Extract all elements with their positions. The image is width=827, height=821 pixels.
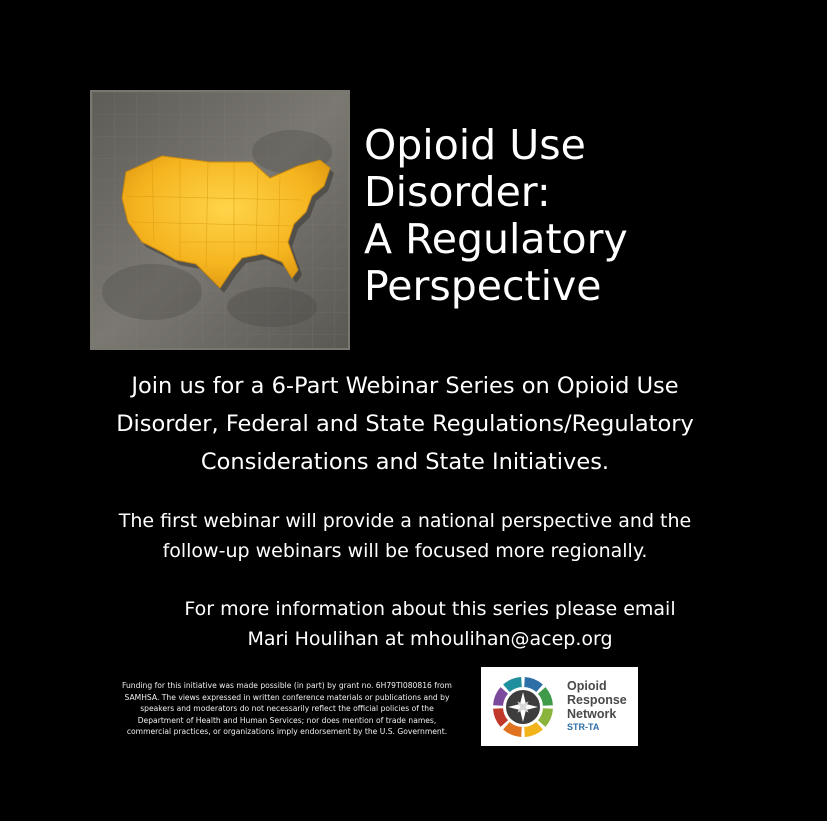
disclaimer-line-1: Funding for this initiative was made possible (in part) by grant no. 6H79TI080816 from	[122, 681, 452, 690]
disclaimer-line-2: SAMHSA. The views expressed in written conference materials or publications and by	[124, 692, 450, 702]
title-line-3: A Regulatory	[364, 215, 628, 263]
ring-segment	[524, 677, 543, 692]
title-line-4: Perspective	[364, 262, 602, 310]
series-intro	[60, 367, 750, 481]
logo-line-1: Opioid	[567, 679, 607, 693]
ring-segment	[493, 687, 508, 706]
disclaimer-line-4: Department of Health and Human Services; nor does mention of trade names,	[137, 715, 437, 725]
ring-segment	[524, 722, 543, 737]
ring-segment	[493, 708, 508, 727]
ring-segment	[503, 677, 522, 692]
disclaimer-line-3: speakers and moderators do not necessarily reflect the official policies of the	[140, 704, 434, 713]
intro-line-3: Considerations and State Initiatives.	[200, 449, 610, 475]
intro-line-1: Join us for a 6-Part Webinar Series on Opioid Use	[131, 373, 679, 399]
title-line-1: Opioid Use	[364, 121, 586, 169]
ring-segment	[503, 722, 522, 737]
funding-disclaimer	[110, 680, 464, 738]
logo-wordmark	[567, 679, 627, 733]
contact-line-2: Mari Houlihan at mhoulihan@acep.org	[247, 628, 613, 650]
us-map-image	[90, 90, 350, 350]
contact-info	[150, 594, 710, 654]
compass-ring-icon	[485, 673, 561, 741]
contact-line-1: For more information about this series please email	[184, 598, 676, 620]
detail-line-1: The first webinar will provide a national perspective and the	[118, 510, 692, 532]
opioid-response-network-logo	[481, 667, 638, 746]
ring-segment	[538, 708, 553, 727]
logo-line-2: Response	[567, 693, 627, 707]
series-detail	[60, 506, 750, 566]
logo-subtitle: STR-TA	[567, 722, 600, 732]
us-map-icon	[92, 92, 348, 348]
page-title	[364, 122, 784, 310]
disclaimer-line-5: commercial practices, or organizations imply endorsement by the U.S. Government.	[126, 727, 448, 736]
detail-line-2: follow-up webinars will be focused more regionally.	[162, 540, 648, 562]
ring-segment	[538, 687, 553, 706]
intro-line-2: Disorder, Federal and State Regulations/Regulatory	[116, 411, 694, 437]
logo-line-3: Network	[567, 707, 617, 721]
title-line-2: Disorder:	[364, 168, 551, 216]
